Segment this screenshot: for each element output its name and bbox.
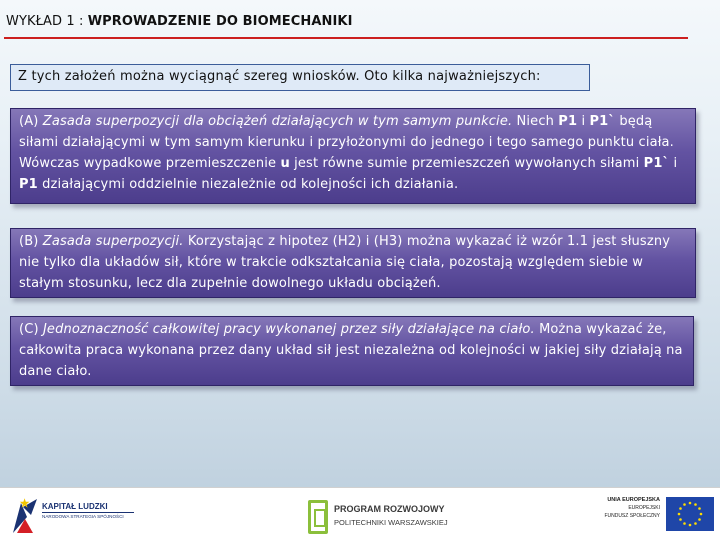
- footer-logo-bar: [0, 487, 720, 540]
- point-c-heading: Jednoznaczność całkowitej pracy wykonanej przez siły działające na ciało.: [42, 322, 535, 337]
- program-rozwojowy-line2: POLITECHNIKI WARSZAWSKIEJ: [334, 518, 448, 527]
- intro-text-box: [10, 64, 590, 91]
- kapital-ludzki-logo: [11, 493, 135, 537]
- point-a-symbol: P1: [558, 114, 578, 129]
- point-a-text: i: [577, 114, 590, 129]
- slide-title: [6, 14, 353, 29]
- eu-line2: EUROPEJSKI: [628, 505, 660, 511]
- point-a-heading: Zasada superpozycji dla obciążeń działających w tym samym punkcie.: [42, 114, 513, 129]
- intro-text: Z tych założeń można wyciągnąć szereg wniosków. Oto kilka najważniejszych:: [18, 69, 541, 84]
- point-b-box: [10, 228, 696, 298]
- point-a-text: Niech: [512, 114, 559, 129]
- point-a-label: (A): [19, 114, 43, 129]
- eu-logo: [594, 494, 714, 534]
- point-c-text: Można wykazać że, całkowita praca wykonana przez dany układ sił jest niezależna od kolejności w jakiej siły działają na dane ciało.: [19, 322, 683, 379]
- kapital-ludzki-name: KAPITAŁ LUDZKI: [42, 502, 108, 511]
- point-a-symbol: u: [280, 156, 290, 171]
- point-c-box: [10, 316, 694, 386]
- program-rozwojowy-logo: [308, 500, 458, 534]
- title-main: WPROWADZENIE DO BIOMECHANIKI: [87, 14, 353, 29]
- point-b-label: (B): [19, 234, 43, 249]
- point-a-text: działającymi oddzielnie niezależnie od kolejności ich działania.: [37, 177, 459, 192]
- point-a-box: [10, 108, 696, 204]
- point-b-heading: Zasada superpozycji.: [42, 234, 184, 249]
- point-c-label: (C): [19, 322, 43, 337]
- title-underline: [4, 37, 688, 39]
- logo-divider: [42, 512, 134, 513]
- point-a-symbol: P1: [19, 177, 38, 192]
- title-prefix: WYKŁAD 1 :: [6, 14, 88, 29]
- point-a-text: będą siłami działającymi w tym samym kierunku i przyłożonymi do jednego i tego samego punktu ciała. Wówczas wypadkowe przemieszczenie: [19, 114, 674, 171]
- point-b-text: Korzystając z hipotez (H2) i (H3) można wykazać iż wzór 1.1 jest słuszny nie tylko dla układów sił, które w trakcie odkształcania się ciała, pozostają względem siebie w stałym stosunku, lecz dla zupełnie dowolnego układu obciążeń.: [19, 234, 671, 291]
- eu-line3: FUNDUSZ SPOŁECZNY: [604, 513, 660, 519]
- eu-line1: UNIA EUROPEJSKA: [607, 497, 660, 503]
- point-a-symbol: P1`: [643, 156, 670, 171]
- program-rozwojowy-line1: PROGRAM ROZWOJOWY: [334, 504, 445, 514]
- eu-logo-text: [604, 496, 660, 520]
- kapital-ludzki-subtitle: NARODOWA STRATEGIA SPÓJNOŚCI: [42, 514, 124, 519]
- eu-flag-icon: [666, 497, 714, 531]
- point-a-text: jest równe sumie przemieszczeń wywołanych siłami: [289, 156, 644, 171]
- point-a-symbol: P1`: [589, 114, 616, 129]
- point-a-text: i: [669, 156, 678, 171]
- program-rozwojowy-icon: [308, 500, 328, 534]
- kapital-ludzki-emblem-icon: [11, 497, 39, 535]
